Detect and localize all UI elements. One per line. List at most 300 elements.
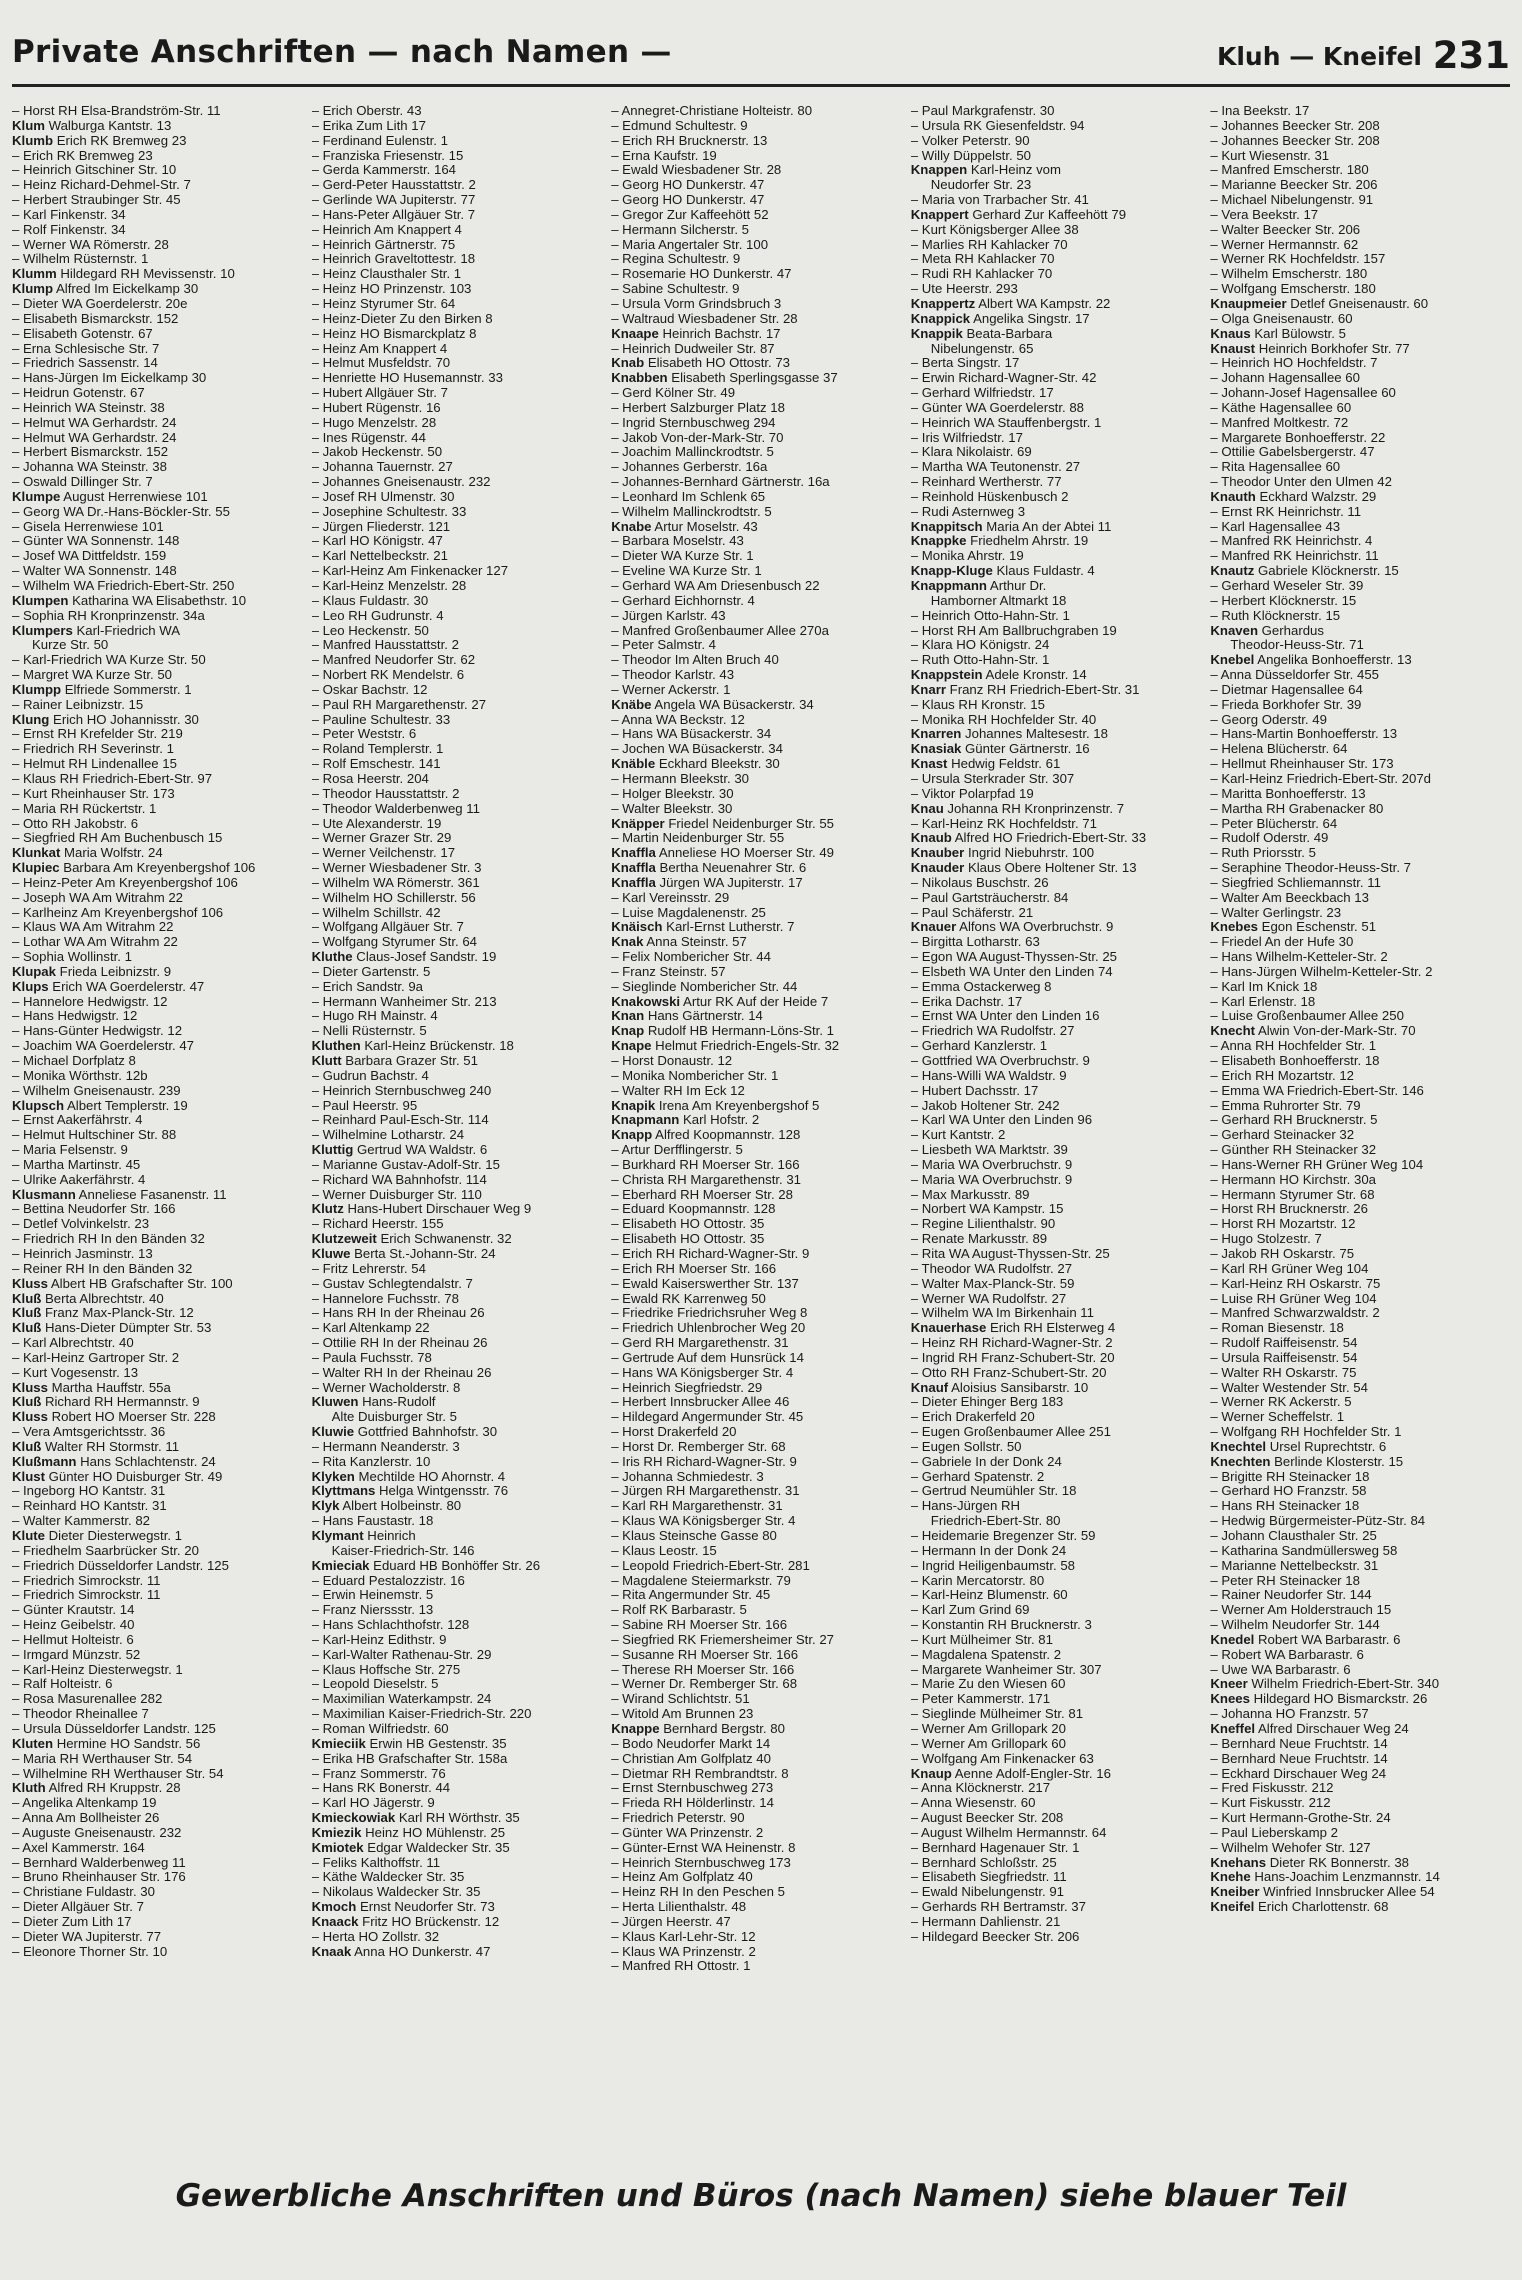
directory-entry: – Angelika Altenkamp 19 — [12, 1796, 157, 1811]
directory-entry: – Bodo Neudorfer Markt 14 — [611, 1736, 771, 1751]
surname: Knappick — [910, 311, 971, 326]
surname: Kluwen — [311, 1395, 359, 1410]
surname: Kmoch — [311, 1900, 357, 1915]
directory-entry: – Wilhelm WA Römerstr. 361 — [311, 875, 480, 890]
directory-entry: – Wilhelm Gneisenaustr. 239 — [12, 1083, 181, 1098]
directory-entry: Knaack Fritz HO Brückenstr. 12 — [311, 1914, 500, 1929]
directory-entry: – Gottfried WA Overbruchstr. 9 — [910, 1054, 1090, 1068]
directory-entry: – Theodor Karlstr. 43 — [611, 668, 735, 683]
directory-entry: Knauf Aloisius Sansibarstr. 10 — [910, 1380, 1089, 1395]
directory-entry: – Walter Am Beeckbach 13 — [1210, 890, 1369, 905]
directory-entry: – Rolf RK Barbarastr. 5 — [611, 1603, 747, 1618]
directory-entry: – Jakob Heckenstr. 50 — [311, 445, 443, 460]
directory-entry: – Friedel An der Hufe 30 — [1210, 935, 1354, 950]
surname: Knappik — [910, 326, 963, 341]
directory-entry: – Klaus WA Prinzenstr. 2 — [611, 1944, 756, 1959]
directory-entry: Knapp Alfred Koopmannstr. 128 — [611, 1128, 801, 1143]
directory-entry: – Eduard Pestalozzistr. 16 — [311, 1573, 465, 1588]
directory-entry: Knabben Elisabeth Sperlingsgasse 37 — [611, 371, 838, 386]
surname: Kmieciik — [311, 1736, 366, 1751]
directory-entry: – Gerhard RH Brucknerstr. 5 — [1210, 1113, 1378, 1128]
directory-entry: – Erna Kaufstr. 19 — [611, 148, 717, 163]
surname: Klupsch — [12, 1098, 65, 1113]
surname: Knakowski — [611, 994, 681, 1009]
directory-entry: – Horst RH Am Ballbruchgraben 19 — [910, 623, 1117, 638]
directory-entry: – Erich RH Brucknerstr. 13 — [611, 133, 768, 148]
surname: Knaack — [311, 1914, 359, 1929]
surname: Kneifel — [1210, 1900, 1255, 1915]
directory-entry: – Horst Donaustr. 12 — [611, 1054, 733, 1068]
directory-entry: – Hedwig Bürgermeister-Pütz-Str. 84 — [1210, 1514, 1426, 1529]
directory-entry: – Manfred Emscherstr. 180 — [1210, 163, 1369, 178]
directory-column-3 — [611, 104, 911, 2146]
directory-entry: – Walter Max-Planck-Str. 59 — [910, 1276, 1075, 1291]
surname: Knappitsch — [910, 519, 983, 534]
directory-entry: – Heidrun Gotenstr. 67 — [12, 386, 145, 401]
directory-entry: – Heinrich WA Stauffenbergstr. 1 — [910, 415, 1102, 430]
directory-entry: – Heinrich Jasminstr. 13 — [12, 1246, 153, 1261]
directory-entry: – Paula Fuchsstr. 78 — [311, 1350, 432, 1365]
directory-entry: – Rosemarie HO Dunkerstr. 47 — [611, 267, 792, 282]
directory-entry: – Frieda Borkhofer Str. 39 — [1210, 697, 1362, 712]
directory-entry: – Jakob Von-der-Mark-Str. 70 — [611, 430, 784, 445]
directory-entry: – Rudi RH Kahlacker 70 — [910, 267, 1053, 282]
directory-entry: – Ursula Raiffeisenstr. 54 — [1210, 1350, 1358, 1365]
directory-entry: – Hugo RH Mainstr. 4 — [311, 1009, 438, 1024]
directory-entry: – Wolfgang Emscherstr. 180 — [1210, 282, 1376, 297]
surname: Klump — [12, 282, 54, 297]
directory-entry: – Kurt Königsberger Allee 38 — [910, 222, 1079, 237]
directory-entry: – Theodor Rheinallee 7 — [12, 1707, 149, 1722]
surname: Knebes — [1210, 920, 1259, 935]
directory-entry: – Paul Gartsträucherstr. 84 — [910, 890, 1069, 905]
directory-entry: – Olga Gneisenaustr. 60 — [1210, 311, 1353, 326]
directory-entry: – Manfred Großenbaumer Allee 270a — [611, 623, 829, 638]
directory-entry: – Wilhelm Mallinckrodtstr. 5 — [611, 504, 772, 519]
directory-entry: Kmieciak Eduard HB Bonhöffer Str. 26 — [311, 1558, 541, 1573]
directory-entry: – Friedhelm Saarbrücker Str. 20 — [12, 1543, 199, 1558]
directory-entry: Knasiak Günter Gärtnerstr. 16 — [910, 742, 1090, 757]
directory-entry: – Johannes Beecker Str. 208 — [1210, 133, 1380, 148]
directory-entry: – Friedrich WA Rudolfstr. 27 — [910, 1024, 1075, 1039]
directory-entry: – Brigitte RH Steinacker 18 — [1210, 1469, 1370, 1484]
directory-entry: – Nelli Rüsternstr. 5 — [311, 1024, 427, 1039]
directory-entry: Knappert Gerhard Zur Kaffeehött 79 — [910, 207, 1127, 222]
surname: Knaus — [1210, 326, 1251, 341]
directory-entry: – Norbert RK Mendelstr. 6 — [311, 668, 465, 683]
directory-entry: – Käthe Hagensallee 60 — [1210, 400, 1352, 415]
directory-entry: Kaiser-Friedrich-Str. 146 — [331, 1543, 475, 1558]
directory-entry: – Gerhard HO Franzstr. 58 — [1210, 1484, 1367, 1499]
directory-entry: – Maria WA Overbruchstr. 9 — [910, 1172, 1073, 1187]
directory-entry: – Karl Nettelbeckstr. 21 — [311, 549, 448, 564]
directory-entry: – Klaus Hoffsche Str. 275 — [311, 1662, 461, 1677]
surname: Knauf — [910, 1380, 949, 1395]
surname: Klumpp — [12, 682, 62, 697]
directory-entry: – Friedrich Düsseldorfer Landstr. 125 — [12, 1558, 229, 1573]
directory-entry: – Hans-Peter Allgäuer Str. 7 — [311, 207, 476, 222]
directory-entry: – Max Markusstr. 89 — [910, 1187, 1030, 1202]
directory-entry: Kneiber Winfried Innsbrucker Allee 54 — [1210, 1885, 1435, 1900]
directory-entry: Knäisch Karl-Ernst Lutherstr. 7 — [611, 920, 795, 935]
surname: Kluwe — [311, 1246, 351, 1261]
directory-entry: – Nikolaus Waldecker Str. 35 — [311, 1885, 481, 1900]
directory-entry: – Rolf Emschestr. 141 — [311, 757, 441, 772]
directory-entry: Hamborner Altmarkt 18 — [930, 593, 1067, 608]
directory-entry: Knauerhase Erich RH Elsterweg 4 — [910, 1321, 1116, 1336]
surname: Knaffla — [611, 861, 656, 876]
directory-entry: Klusmann Anneliese Fasanenstr. 11 — [12, 1187, 227, 1202]
directory-entry: Knaust Heinrich Borkhofer Str. 77 — [1210, 341, 1410, 356]
directory-entry: – Wilhelmine Lotharstr. 24 — [311, 1128, 465, 1143]
directory-entry: – Hans RK Bonerstr. 44 — [311, 1781, 451, 1796]
surname: Kluth — [12, 1781, 46, 1796]
directory-entry: – Ernst RH Krefelder Str. 219 — [12, 727, 183, 742]
directory-entry: – Manfred Neudorfer Str. 62 — [311, 653, 476, 668]
directory-entry: – Anna Wiesenstr. 60 — [910, 1796, 1036, 1811]
directory-entry: – Bernhard Neue Fruchtstr. 14 — [1210, 1751, 1388, 1766]
directory-entry: – Wilhelm HO Schillerstr. 56 — [311, 890, 476, 905]
directory-entry: – Heinz Styrumer Str. 64 — [311, 296, 456, 311]
directory-entry: – Josef WA Dittfeldstr. 159 — [12, 549, 167, 564]
directory-entry: – Edmund Schultestr. 9 — [611, 118, 748, 133]
directory-entry: – Rosa Masurenallee 282 — [12, 1692, 163, 1707]
directory-entry: Kluthen Karl-Heinz Brückenstr. 18 — [311, 1039, 514, 1054]
directory-entry: – Heinrich Graveltottestr. 18 — [311, 252, 476, 267]
surname: Knabben — [611, 371, 668, 386]
directory-entry: – Rosa Heerstr. 204 — [311, 771, 429, 786]
directory-entry: – Maria Angertaler Str. 100 — [611, 237, 769, 252]
surname: Knehans — [1210, 1855, 1267, 1870]
directory-entry: – Ruth Otto-Hahn-Str. 1 — [910, 653, 1050, 668]
directory-entry: – Johanna Schmiedestr. 3 — [611, 1469, 764, 1484]
directory-entry: Knaub Alfred HO Friedrich-Ebert-Str. 33 — [910, 831, 1147, 846]
surname: Knarr — [910, 682, 946, 697]
directory-entry: – Luise RH Grüner Weg 104 — [1210, 1291, 1377, 1306]
directory-entry: – Werner Scheffelstr. 1 — [1210, 1410, 1345, 1425]
directory-entry: Klumm Hildegard RH Mevissenstr. 10 — [12, 267, 235, 282]
surname: Knäpper — [611, 816, 665, 831]
directory-entry: – Gerhard Wilfriedstr. 17 — [910, 386, 1054, 401]
directory-entry: Klumpers Karl-Friedrich WA — [12, 623, 181, 638]
directory-entry: Klups Erich WA Goerdelerstr. 47 — [12, 979, 205, 994]
directory-entry: – Herbert Straubinger Str. 45 — [12, 193, 181, 208]
directory-entry: – Werner Grazer Str. 29 — [311, 831, 452, 846]
directory-entry: – Heinrich Gitschiner Str. 10 — [12, 163, 177, 178]
directory-entry: – Peter Weststr. 6 — [311, 727, 417, 742]
directory-entry: – Rudolf Oderstr. 49 — [1210, 831, 1329, 846]
directory-entry: Kurze Str. 50 — [32, 638, 109, 653]
directory-entry: – Gerd Kölner Str. 49 — [611, 386, 736, 401]
directory-entry: – Ottilie RH In der Rheinau 26 — [311, 1336, 488, 1351]
directory-entry: – Heinz Geibelstr. 40 — [12, 1618, 135, 1633]
surname: Knauber — [910, 846, 965, 861]
directory-entry: – Wolfgang Am Finkenacker 63 — [910, 1751, 1094, 1766]
directory-entry: – Anna Düsseldorfer Str. 455 — [1210, 668, 1379, 683]
directory-entry: – Hans WA Königsberger Str. 4 — [611, 1365, 794, 1380]
directory-entry: – Ingeborg HO Kantstr. 31 — [12, 1484, 166, 1499]
directory-entry: – Henriette HO Husemannstr. 33 — [311, 371, 503, 386]
directory-entry: – Norbert WA Kampstr. 15 — [910, 1202, 1064, 1217]
directory-entry: – Josephine Schultestr. 33 — [311, 504, 467, 519]
surname: Knape — [611, 1039, 652, 1054]
directory-entry: – Peter Kammerstr. 171 — [910, 1692, 1051, 1707]
directory-entry: – Ruth Priorsstr. 5 — [1210, 846, 1316, 861]
directory-entry: – Horst Dr. Remberger Str. 68 — [611, 1439, 786, 1454]
directory-entry: – Franz Steinstr. 57 — [611, 964, 726, 979]
directory-entry: Kneer Wilhelm Friedrich-Ebert-Str. 340 — [1210, 1677, 1440, 1692]
directory-entry: – Karl-Walter Rathenau-Str. 29 — [311, 1647, 492, 1662]
directory-entry: – Ulrike Aakerfährstr. 4 — [12, 1172, 146, 1187]
directory-entry: – Helena Blücherstr. 64 — [1210, 742, 1348, 757]
directory-entry: – Gerhard Kanzlerstr. 1 — [910, 1039, 1048, 1054]
surname: Klymant — [311, 1529, 364, 1543]
directory-entry: – Rainer Neudorfer Str. 144 — [1210, 1588, 1372, 1603]
directory-entry: – Felix Nombericher Str. 44 — [611, 950, 771, 965]
directory-entry: – Josef RH Ulmenstr. 30 — [311, 489, 455, 504]
directory-entry: – Werner Am Grillopark 20 — [910, 1721, 1066, 1736]
directory-entry: – Ute Alexanderstr. 19 — [311, 816, 442, 831]
directory-entry: – Erwin Richard-Wagner-Str. 42 — [910, 371, 1097, 386]
surname: Knaub — [910, 831, 952, 846]
directory-entry: Neudorfer Str. 23 — [930, 178, 1032, 193]
directory-entry: – Gabriele In der Donk 24 — [910, 1454, 1062, 1469]
directory-entry: – Elisabeth Bismarckstr. 152 — [12, 311, 179, 326]
surname: Knappert — [910, 207, 969, 222]
directory-entry: – Hans Wilhelm-Ketteler-Str. 2 — [1210, 950, 1388, 965]
directory-entry: – Nikolaus Buschstr. 26 — [910, 875, 1049, 890]
directory-entry: – Konstantin RH Brucknerstr. 3 — [910, 1618, 1092, 1633]
directory-entry: – Roland Templerstr. 1 — [311, 742, 444, 757]
directory-entry: – Friedrike Friedrichsruher Weg 8 — [611, 1306, 808, 1321]
surname: Knappertz — [910, 296, 976, 311]
directory-entry: – Paul Markgrafenstr. 30 — [910, 104, 1055, 118]
directory-entry: – Ewald Kaiserswerther Str. 137 — [611, 1276, 799, 1291]
directory-entry: – Heinrich Gärtnerstr. 75 — [311, 237, 456, 252]
directory-entry: – Hannelore Fuchsstr. 78 — [311, 1291, 459, 1306]
directory-entry: – Karl RH Margarethenstr. 31 — [611, 1499, 783, 1514]
directory-entry: – Hildegard Angermunder Str. 45 — [611, 1410, 804, 1425]
directory-entry: – Annegret-Christiane Holteistr. 80 — [611, 104, 813, 118]
directory-entry: Klupak Frieda Leibnizstr. 9 — [12, 964, 172, 979]
directory-entry: – Günter WA Prinzenstr. 2 — [611, 1825, 764, 1840]
directory-entry: – Erna Schlesische Str. 7 — [12, 341, 160, 356]
directory-entry: – Joachim Mallinckrodtstr. 5 — [611, 445, 774, 460]
directory-entry: – Gerhard Spatenstr. 2 — [910, 1469, 1045, 1484]
directory-entry: Kluwen Hans-Rudolf — [311, 1395, 436, 1410]
directory-entry: – Bruno Rheinhauser Str. 176 — [12, 1870, 186, 1885]
directory-entry: – Martha WA Teutonenstr. 27 — [910, 460, 1081, 475]
directory-entry: Kluten Hermine HO Sandstr. 56 — [12, 1736, 201, 1751]
directory-entry: – Hellmut Rheinhauser Str. 173 — [1210, 757, 1394, 772]
directory-entry: – Johannes Gerberstr. 16a — [611, 460, 768, 475]
surname: Klumm — [12, 267, 57, 282]
directory-entry: – Magdalene Steiermarkstr. 79 — [611, 1573, 791, 1588]
directory-entry: – Bettina Neudorfer Str. 166 — [12, 1202, 176, 1217]
directory-entry: – Roman Biesenstr. 18 — [1210, 1321, 1344, 1336]
directory-entry: – Karl-Heinz Am Finkenacker 127 — [311, 564, 509, 579]
directory-column-1 — [12, 104, 312, 2146]
directory-entry: – Roman Wilfriedstr. 60 — [311, 1721, 449, 1736]
directory-columns — [12, 104, 1510, 2146]
directory-entry: Kmoch Ernst Neudorfer Str. 73 — [311, 1900, 495, 1915]
directory-entry: – Susanne RH Moerser Str. 166 — [611, 1647, 799, 1662]
surname: Kluß — [12, 1395, 42, 1410]
directory-entry: Knaak Anna HO Dunkerstr. 47 — [311, 1944, 491, 1959]
directory-entry: – Elisabeth Siegfriedstr. 11 — [910, 1870, 1067, 1885]
directory-entry: – Ursula Sterkrader Str. 307 — [910, 771, 1075, 786]
directory-entry: – Herbert Klöcknerstr. 15 — [1210, 593, 1357, 608]
directory-entry: – Günther RH Steinacker 32 — [1210, 1143, 1377, 1158]
directory-entry: Knäpper Friedel Neidenburger Str. 55 — [611, 816, 835, 831]
surname: Kluthe — [311, 950, 353, 965]
surname: Knappe — [611, 1721, 660, 1736]
directory-entry: – Emma Ostackerweg 8 — [910, 979, 1052, 994]
directory-entry: – Theodor WA Rudolfstr. 27 — [910, 1261, 1073, 1276]
directory-entry: – Erika HB Grafschafter Str. 158a — [311, 1751, 508, 1766]
directory-entry: – Elisabeth Gotenstr. 67 — [12, 326, 153, 341]
directory-entry: Knehe Hans-Joachim Lenzmannstr. 14 — [1210, 1870, 1440, 1885]
directory-entry: – Anna WA Beckstr. 12 — [611, 712, 745, 727]
directory-entry: – Eleonore Thorner Str. 10 — [12, 1944, 168, 1959]
surname: Klumpen — [12, 593, 69, 608]
directory-entry: – Kurt Rheinhauser Str. 173 — [12, 786, 175, 801]
directory-entry: – Karl Im Knick 18 — [1210, 979, 1318, 994]
directory-entry: – Ernst Aakerfährstr. 4 — [12, 1113, 143, 1128]
directory-entry: – Klaus RH Kronstr. 15 — [910, 697, 1045, 712]
directory-entry: Klute Dieter Diesterwegstr. 1 — [12, 1529, 183, 1543]
directory-entry: – Rita Kanzlerstr. 10 — [311, 1454, 431, 1469]
directory-entry: – Walter Gerlingstr. 23 — [1210, 905, 1342, 920]
directory-entry: – Erich RK Bremweg 23 — [12, 148, 153, 163]
directory-entry: – Marianne Beecker Str. 206 — [1210, 178, 1378, 193]
directory-entry: – Holger Bleekstr. 30 — [611, 786, 734, 801]
directory-entry: – Therese RH Moerser Str. 166 — [611, 1662, 795, 1677]
directory-entry: – Heinz HO Bismarckplatz 8 — [311, 326, 477, 341]
directory-entry: – Paul Schäferstr. 21 — [910, 905, 1034, 920]
directory-entry: – Hermann Bleekstr. 30 — [611, 771, 749, 786]
directory-entry: – Karl-Heinz Edithstr. 9 — [311, 1632, 447, 1647]
directory-entry: – Klaus Steinsche Gasse 80 — [611, 1529, 777, 1543]
directory-entry: – Horst RH Elsa-Brandström-Str. 11 — [12, 104, 221, 118]
directory-entry: Knabe Artur Moselstr. 43 — [611, 519, 758, 534]
surname: Knebel — [1210, 653, 1255, 668]
directory-entry: Knechten Berlinde Klosterstr. 15 — [1210, 1454, 1404, 1469]
directory-entry: – Karl Erlenstr. 18 — [1210, 994, 1316, 1009]
directory-entry: – Erwin Heinemstr. 5 — [311, 1588, 434, 1603]
directory-entry: Knebes Egon Eschenstr. 51 — [1210, 920, 1377, 935]
directory-entry: Knab Elisabeth HO Ottostr. 73 — [611, 356, 791, 371]
directory-entry: – Wilhelm Wehofer Str. 127 — [1210, 1840, 1371, 1855]
directory-entry: – Werner Wiesbadener Str. 3 — [311, 861, 482, 876]
directory-entry: – Erich Sandstr. 9a — [311, 979, 424, 994]
directory-entry: – Klaus WA Königsberger Str. 4 — [611, 1514, 796, 1529]
surname: Knappen — [910, 163, 968, 178]
directory-entry: Kluth Alfred RH Kruppstr. 28 — [12, 1781, 181, 1796]
directory-entry: – Klara Nikolaistr. 69 — [910, 445, 1032, 460]
directory-entry: – Egon WA August-Thyssen-Str. 25 — [910, 950, 1118, 965]
directory-entry: – Klaus Fuldastr. 30 — [311, 593, 429, 608]
directory-entry: – Karl-Heinz Blumenstr. 60 — [910, 1588, 1068, 1603]
directory-entry: – Heinz HO Prinzenstr. 103 — [311, 282, 472, 297]
directory-entry: – Günter-Ernst WA Heinenstr. 8 — [611, 1840, 796, 1855]
directory-entry: – Monika Wörthstr. 12b — [12, 1068, 148, 1083]
directory-entry: – Jakob Holtener Str. 242 — [910, 1098, 1060, 1113]
directory-entry: – Heinz Am Golfplatz 40 — [611, 1870, 753, 1885]
directory-entry: Knapik Irena Am Kreyenbergshof 5 — [611, 1098, 820, 1113]
directory-entry: Klung Erich HO Johannisstr. 30 — [12, 712, 199, 727]
directory-entry: Klupiec Barbara Am Kreyenbergshof 106 — [12, 861, 256, 876]
directory-entry: – Joachim WA Goerdelerstr. 47 — [12, 1039, 195, 1054]
directory-entry: – Heinrich Sternbuschweg 240 — [311, 1083, 492, 1098]
directory-entry: – Karl-Heinz Menzelstr. 28 — [311, 579, 467, 593]
directory-entry: – Heinrich Am Knappert 4 — [311, 222, 462, 237]
directory-entry: – Ernst WA Unter den Linden 16 — [910, 1009, 1100, 1024]
directory-entry: Kluss Albert HB Grafschafter Str. 100 — [12, 1276, 233, 1291]
directory-entry: Kmiezik Heinz HO Mühlenstr. 25 — [311, 1825, 506, 1840]
directory-entry: – Wilhelm Emscherstr. 180 — [1210, 267, 1368, 282]
surname: Knaup — [910, 1766, 952, 1781]
directory-entry: – Herbert Bismarckstr. 152 — [12, 445, 169, 460]
surname: Klyken — [311, 1469, 355, 1484]
directory-entry: – Kurt Vogesenstr. 13 — [12, 1365, 139, 1380]
directory-entry: – Gertrude Auf dem Hunsrück 14 — [611, 1350, 804, 1365]
surname: Klupak — [12, 964, 56, 979]
directory-entry: Knauer Alfons WA Overbruchstr. 9 — [910, 920, 1114, 935]
directory-entry: – Klaus Karl-Lehr-Str. 12 — [611, 1929, 756, 1944]
directory-entry: – Karl Zum Grind 69 — [910, 1603, 1030, 1618]
surname: Knappstein — [910, 668, 983, 683]
surname: Knap — [611, 1024, 645, 1039]
directory-entry: – Friedrich Peterstr. 90 — [611, 1811, 745, 1826]
directory-entry: Klyttmans Helga Wintgensstr. 76 — [311, 1484, 509, 1499]
directory-entry: – Anna Am Bollheister 26 — [12, 1811, 160, 1826]
directory-entry: – Theodor Hausstattstr. 2 — [311, 786, 460, 801]
directory-entry: – Werner Dr. Remberger Str. 68 — [611, 1677, 798, 1692]
directory-entry: – Horst RH Brucknerstr. 26 — [1210, 1202, 1368, 1217]
directory-entry: – Dieter WA Goerdelerstr. 20e — [12, 296, 188, 311]
directory-entry: Kluthe Claus-Josef Sandstr. 19 — [311, 950, 497, 965]
directory-entry: – Ursula Düsseldorfer Landstr. 125 — [12, 1721, 216, 1736]
directory-entry: Knappstein Adele Kronstr. 14 — [910, 668, 1087, 683]
surname: Knäisch — [611, 920, 663, 935]
directory-entry: – Wilhelm WA Im Birkenhain 11 — [910, 1306, 1095, 1321]
directory-entry: – Friedrich Uhlenbrocher Weg 20 — [611, 1321, 806, 1336]
directory-entry: Kneffel Alfred Dirschauer Weg 24 — [1210, 1721, 1409, 1736]
directory-entry: – Georg Oderstr. 49 — [1210, 712, 1327, 727]
directory-entry: – Georg WA Dr.-Hans-Böckler-Str. 55 — [12, 504, 230, 519]
directory-entry: – Erich RH Mozartstr. 12 — [1210, 1068, 1355, 1083]
directory-entry: – Werner Am Grillopark 60 — [910, 1736, 1066, 1751]
directory-entry: Kluß Hans-Dieter Dümpter Str. 53 — [12, 1321, 212, 1336]
directory-entry: – Burkhard RH Moerser Str. 166 — [611, 1157, 800, 1172]
directory-entry: – Karl-Heinz Gartroper Str. 2 — [12, 1350, 180, 1365]
directory-entry: – Dietmar Hagensallee 64 — [1210, 682, 1363, 697]
directory-entry: – Werner Hermannstr. 62 — [1210, 237, 1359, 252]
directory-entry: – Dieter Zum Lith 17 — [12, 1914, 132, 1929]
directory-entry: – Jürgen Heerstr. 47 — [611, 1914, 731, 1929]
directory-entry: – Marie Zu den Wiesen 60 — [910, 1677, 1066, 1692]
surname: Kluß — [12, 1439, 42, 1454]
directory-entry: – Johanna WA Steinstr. 38 — [12, 460, 167, 475]
directory-entry: – Werner RK Ackerstr. 5 — [1210, 1395, 1352, 1410]
directory-entry: – Gisela Herrenwiese 101 — [12, 519, 164, 534]
directory-entry: Knaffla Anneliese HO Moerser Str. 49 — [611, 846, 835, 861]
directory-entry: – Hubert Allgäuer Str. 7 — [311, 386, 448, 401]
directory-entry: – Margret WA Kurze Str. 50 — [12, 668, 173, 683]
directory-entry: – Heinz-Dieter Zu den Birken 8 — [311, 311, 493, 326]
directory-entry: – Werner Duisburger Str. 110 — [311, 1187, 482, 1202]
